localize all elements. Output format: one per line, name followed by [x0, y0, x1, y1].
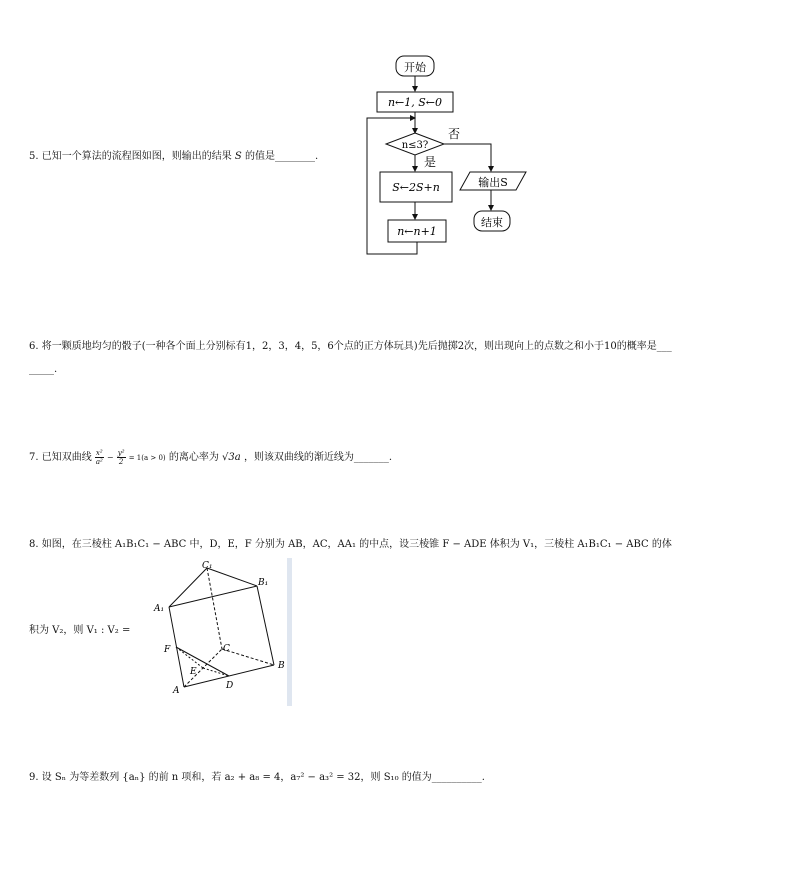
q7-eccentricity: √3a	[222, 452, 241, 463]
q6-line1: 6. 将一颗质地均匀的骰子(一种各个面上分别标有1，2，3，4，5，6个点的正方体玩具)先后抛掷2次，则出现向上的点数之和小于10的概率是___	[29, 341, 672, 352]
edge-c1c	[207, 568, 222, 649]
q7-fraction-x	[95, 449, 104, 466]
edge-a1b1	[169, 586, 257, 607]
q6-line2: _____.	[29, 364, 58, 375]
output-label: 输出S	[478, 176, 508, 189]
q7-y-numerator: y²	[117, 449, 125, 457]
label-c: C	[223, 644, 230, 654]
q5-text-before: 5. 已知一个算法的流程图如图，则输出的结果	[29, 151, 232, 162]
q9-text: 9. 设 Sₙ 为等差数列 {aₙ} 的前 n 项和，若 a₂ + a₈ = 4，a₇² − a₃² = 32，则 S₁₀ 的值为__________.	[29, 772, 485, 783]
question-6	[29, 340, 672, 377]
init-label: n←1, S←0	[387, 96, 443, 109]
question-9	[29, 771, 485, 785]
end-label: 结束	[481, 216, 503, 229]
q7-y-denominator: 2	[118, 458, 124, 466]
label-b: B	[278, 661, 285, 671]
q7-minus: −	[106, 453, 114, 462]
increment-label: n←n+1	[397, 225, 437, 238]
question-8	[29, 538, 672, 552]
q7-suffix: ，则该双曲线的渐近线为_______.	[243, 452, 393, 463]
q8-line2: 积为 V₂，则 V₁ : V₂ =	[29, 625, 131, 636]
question-7	[29, 449, 392, 466]
label-d: D	[226, 681, 234, 691]
body-label: S←2S+n	[392, 181, 440, 194]
q7-fraction-y	[117, 449, 126, 466]
edge-c1a1	[169, 568, 207, 607]
label-c1: C₁	[202, 561, 213, 571]
branch-no-label: 否	[448, 127, 461, 141]
figure-divider	[287, 558, 292, 706]
label-a: A	[173, 686, 180, 696]
edge-c1b1	[207, 568, 257, 586]
q8-line2-container	[29, 624, 130, 638]
edge-b1b	[257, 586, 274, 665]
q7-condition: = 1(a > 0)	[128, 454, 166, 462]
q7-x-denominator: a²	[95, 458, 103, 466]
q5-var: S	[234, 151, 242, 162]
q7-x-numerator: x²	[95, 449, 103, 457]
label-a1: A₁	[154, 604, 165, 614]
question-5	[29, 150, 318, 164]
q7-prefix: 7. 已知双曲线	[29, 452, 92, 463]
label-e: E	[190, 667, 197, 677]
q8-line1: 8. 如图，在三棱柱 A₁B₁C₁ − ABC 中，D，E，F 分别为 AB，AC，AA₁ 的中点，设三棱锥 F − ADE 体积为 V₁，三棱柱 A₁B₁C₁ − ABC 的体	[29, 539, 672, 550]
edge-fd	[176, 647, 229, 676]
branch-yes-label: 是	[424, 155, 437, 169]
q7-mid: 的离心率为	[168, 452, 219, 463]
algorithm-flowchart	[360, 50, 540, 260]
start-label: 开始	[404, 61, 426, 74]
label-b1: B₁	[258, 578, 269, 588]
label-f: F	[164, 645, 171, 655]
condition-label: n≤3?	[401, 140, 429, 151]
prism-figure	[150, 555, 290, 700]
q5-text-after: 的值是________.	[244, 151, 319, 162]
